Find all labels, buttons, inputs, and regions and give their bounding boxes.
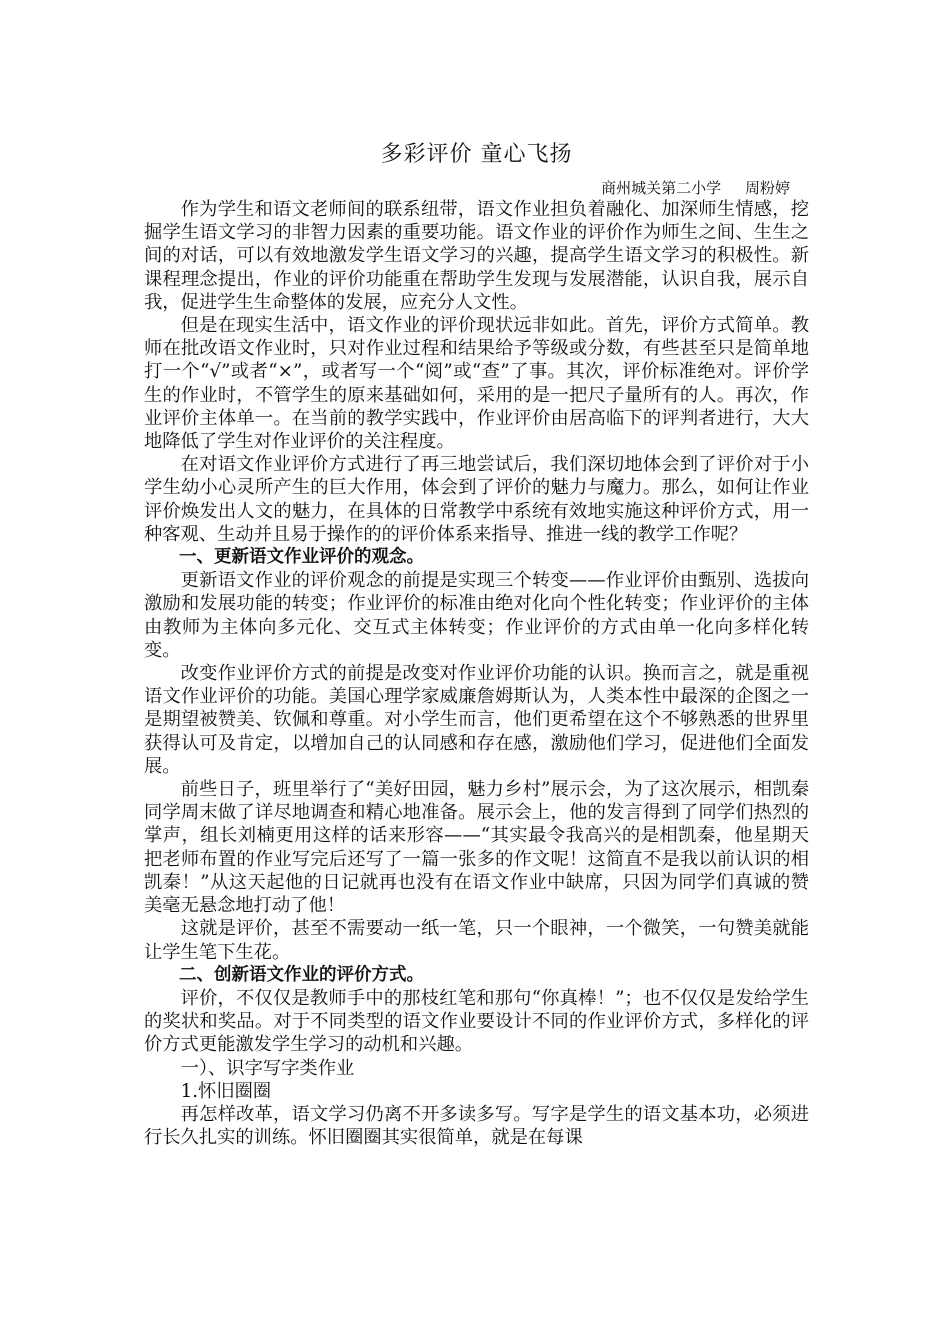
paragraph-current-status: 但是在现实生活中，语文作业的评价现状远非如此。首先，评价方式简单。教师在批改语文作业时，只对作业过程和结果给予等级或分数，有些甚至只是简单地打一个“√”或者“×”，或者写一个“阅”或“查”了事。其次，评价标准绝对。评价学生的作业时，不管学生的原来基础如何，采用的是一把尺子量所有的人。再次，作业评价主体单一。在当前的教学实践中，作业评价由居高临下的评判者进行，大大地降低了学生对作业评价的关注程度。 [144, 315, 809, 453]
document-body [144, 198, 809, 1149]
section-heading-2: 二、创新语文作业的评价方式。 [179, 964, 424, 985]
paragraph-methods: 评价，不仅仅是教师手中的那枝红笔和那句“你真棒！”；也不仅仅是发给学生的奖状和奖品。对于不同类型的语文作业要设计不同的作业评价方式，多样化的评价方式更能激发学生学习的动机和兴趣。 [144, 987, 809, 1056]
paragraph-example: 前些日子，班里举行了“美好田园，魅力乡村”展示会，为了这次展示，相凯秦同学周末做了详尽地调查和精心地准备。展示会上，他的发言得到了同学们热烈的掌声，组长刘楠更用这样的话来形容——“其实最令我高兴的是相凯秦，他星期天把老师布置的作业写完后还写了一篇一张多的作文呢！这简直不是我以前认识的相凯秦！”从这天起他的日记就再也没有在语文作业中缺席，只因为同学们真诚的赞美毫无悬念地打动了他！ [144, 779, 809, 917]
paragraph-three-shifts: 更新语文作业的评价观念的前提是实现三个转变——作业评价由甄别、选拔向激励和发展功能的转变；作业评价的标准由绝对化向个性化转变；作业评价的主体由教师为主体向多元化、交互式主体转变；作业评价的方式由单一化向多样化转变。 [144, 570, 809, 661]
paragraph-intro: 作为学生和语文老师间的联系纽带，语文作业担负着融化、加深师生情感，挖掘学生语文学习的非智力因素的重要功能。语文作业的评价作为师生之间、生生之间的对话，可以有效地激发学生语文学习的兴趣，提高学生语文学习的积极性。新课程理念提出，作业的评价功能重在帮助学生发现与发展潜能，认识自我，展示自我，促进学生生命整体的发展，应充分人文性。 [144, 199, 809, 313]
item-heading: 1.怀旧圈圈 [180, 1080, 272, 1102]
paragraph-conclusion: 这就是评价，甚至不需要动一纸一笔，只一个眼神，一个微笑，一句赞美就能让学生笔下生花。 [144, 918, 809, 963]
subsection-heading: 一）、识字写字类作业 [180, 1057, 355, 1079]
section-heading-1: 一、更新语文作业评价的观念。 [179, 547, 424, 568]
author-line: 商州城关第二小学 周粉婷 [601, 179, 790, 197]
page-title: 多彩评价 童心飞扬 [380, 142, 573, 167]
paragraph-writing: 再怎样改革，语文学习仍离不开多读多写。写字是学生的语文基本功，必须进行长久扎实的训练。怀旧圈圈其实很简单，就是在每课 [144, 1103, 809, 1149]
paragraph-function: 改变作业评价方式的前提是改变对作业评价功能的认识。换而言之，就是重视语文作业评价的功能。美国心理学家威廉詹姆斯认为，人类本性中最深的企图之一是期望被赞美、钦佩和尊重。对小学生而言，他们更希望在这个不够熟悉的世界里获得认可及肯定，以增加自己的认同感和存在感，激励他们学习，促进他们全面发展。 [144, 663, 809, 777]
paragraph-reflection: 在对语文作业评价方式进行了再三地尝试后，我们深切地体会到了评价对于小学生幼小心灵所产生的巨大作用，体会到了评价的魅力与魔力。那么，如何让作业评价焕发出人文的魅力，在具体的日常教学中系统有效地实施这种评价方式，用一种客观、生动并且易于操作的的评价体系来指导、推进一线的教学工作呢？ [144, 454, 809, 545]
